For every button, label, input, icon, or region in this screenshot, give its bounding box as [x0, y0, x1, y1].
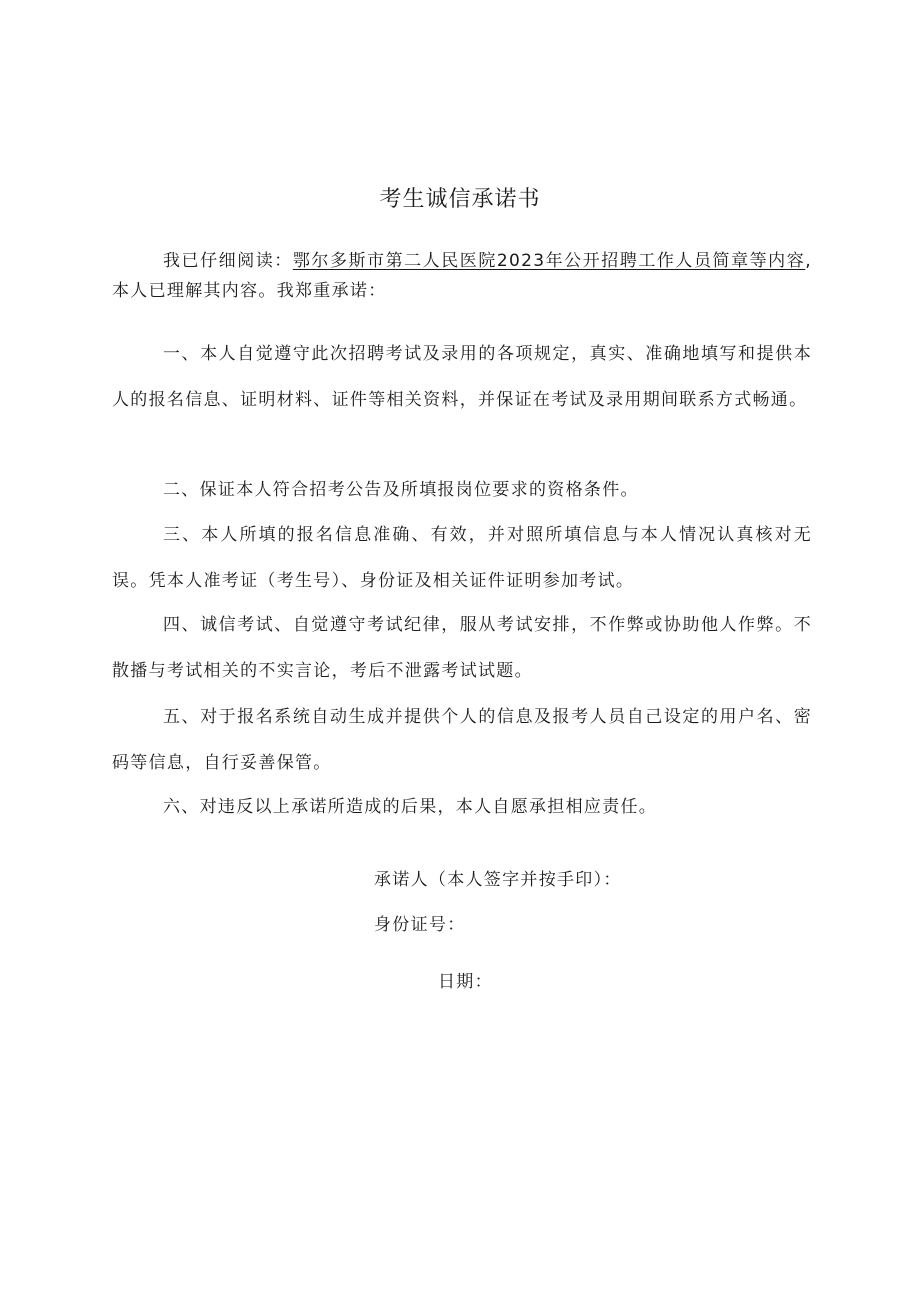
clause-3: 三、本人所填的报名信息准确、有效，并对照所填信息与本人情况认真核对无误。凭本人准考证（考生号）、身份证及相关证件证明参加考试。 [112, 525, 812, 591]
date-label: 日期： [438, 972, 493, 992]
clause-6: 六、对违反以上承诺所造成的后果，本人自愿承担相应责任。 [163, 797, 658, 817]
intro-paragraph [112, 246, 812, 306]
intro-prefix: 我已仔细阅读： [163, 251, 293, 271]
clause-1: 一、本人自觉遵守此次招聘考试及录用的各项规定，真实、准确地填写和提供本人的报名信息、证明材料、证件等相关资料，并保证在考试及录用期间联系方式畅通。 [112, 344, 812, 410]
id-number-label: 身份证号： [374, 915, 466, 935]
document-title: 考生诚信承诺书 [379, 187, 541, 212]
promisor-signature-label: 承诺人（本人签字并按手印）： [374, 870, 622, 890]
intro-suffix: ,本人已理解其内容。我郑重承诺： [112, 251, 812, 301]
clause-4: 四、诚信考试、自觉遵守考试纪律，服从考试安排，不作弊或协助他人作弊。不散播与考试相关的不实言论，考后不泄露考试试题。 [112, 615, 812, 681]
clause-2: 二、保证本人符合招考公告及所填报岗位要求的资格条件。 [163, 480, 639, 500]
clause-5: 五、对于报名系统自动生成并提供个人的信息及报考人员自己设定的用户名、密码等信息，自行妥善保管。 [112, 707, 812, 773]
intro-underlined-reference: 鄂尔多斯市第二人民医院2023年公开招聘工作人员简章等内容 [292, 251, 806, 271]
